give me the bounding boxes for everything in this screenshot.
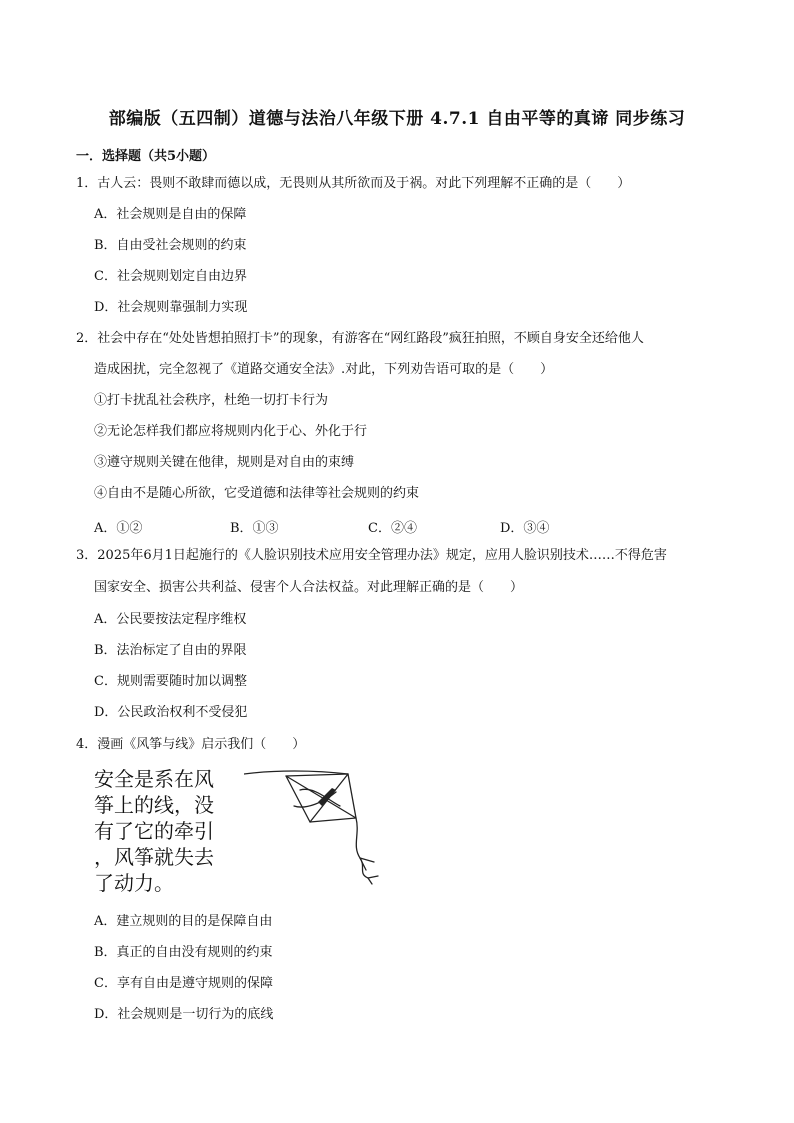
cartoon-caption-line: 安全是系在风 (94, 767, 214, 791)
q1-option-d[interactable]: D．社会规则靠强制力实现 (94, 300, 248, 315)
cartoon-caption (94, 766, 244, 896)
kite-frame (286, 774, 356, 822)
q2-statement-1: ①打卡扰乱社会秩序，杜绝一切打卡行为 (94, 393, 329, 408)
kite-drawing (244, 766, 380, 886)
cartoon-caption-line: ，风筝就失去 (94, 845, 214, 869)
section-heading: 一．选择题（共5小题） (76, 149, 216, 164)
q3-option-a[interactable]: A．公民要按法定程序维权 (94, 612, 247, 627)
q2-stem-line1: 2．社会中存在“处处皆想拍照打卡”的现象，有游客在“网红路段”疯狂拍照，不顾自身安全还给他人 (76, 331, 644, 346)
kite-string (244, 771, 348, 774)
q4-option-c[interactable]: C．享有自由是遵守规则的保障 (94, 976, 273, 991)
q4-option-a[interactable]: A．建立规则的目的是保障自由 (94, 914, 273, 929)
q3-option-c[interactable]: C．规则需要随时加以调整 (94, 674, 247, 689)
q2-option-d[interactable]: D．③④ (500, 521, 550, 536)
q3-option-d[interactable]: D．公民政治权利不受侵犯 (94, 705, 248, 720)
q2-statement-3: ③遵守规则关键在他律，规则是对自由的束缚 (94, 455, 355, 470)
q4-option-b[interactable]: B．真正的自由没有规则的约束 (94, 945, 273, 960)
cartoon-caption-line: 筝上的线，没 (94, 793, 214, 817)
q1-option-a[interactable]: A．社会规则是自由的保障 (94, 207, 247, 222)
q3-stem-line2: 国家安全、损害公共利益、侵害个人合法权益。对此理解正确的是（ ） (94, 580, 524, 595)
cartoon-caption-line: 有了它的牵引 (94, 819, 214, 843)
q1-option-c[interactable]: C．社会规则划定自由边界 (94, 269, 247, 284)
q2-statement-2: ②无论怎样我们都应将规则内化于心、外化于行 (94, 424, 368, 439)
q3-stem-line1: 3．2025年6月1日起施行的《人脸识别技术应用安全管理办法》规定，应用人脸识别技术……不得危害 (76, 548, 667, 563)
q2-option-a[interactable]: A．①② (94, 521, 143, 536)
cartoon-caption-line: 了动力。 (94, 871, 174, 895)
kite-cartoon (92, 766, 380, 900)
q2-option-b[interactable]: B．①③ (230, 521, 279, 536)
q4-option-d[interactable]: D．社会规则是一切行为的底线 (94, 1007, 274, 1022)
q2-stem-line2: 造成困扰，完全忽视了《道路交通安全法》.对此，下列劝告语可取的是（ ） (94, 362, 554, 377)
page-title: 部编版（五四制）道德与法治八年级下册 4.7.1 自由平等的真谛 同步练习 (108, 109, 686, 129)
q1-option-b[interactable]: B．自由受社会规则的约束 (94, 238, 247, 253)
q4-stem: 4．漫画《风筝与线》启示我们（ ） (76, 737, 306, 752)
q2-option-c[interactable]: C．②④ (368, 521, 417, 536)
q1-stem: 1．古人云：畏则不敢肆而德以成，无畏则从其所欲而及于祸。对此下列理解不正确的是（ ） (76, 176, 631, 191)
q3-option-b[interactable]: B．法治标定了自由的界限 (94, 643, 247, 658)
q2-statement-4: ④自由不是随心所欲，它受道德和法律等社会规则的约束 (94, 486, 420, 501)
